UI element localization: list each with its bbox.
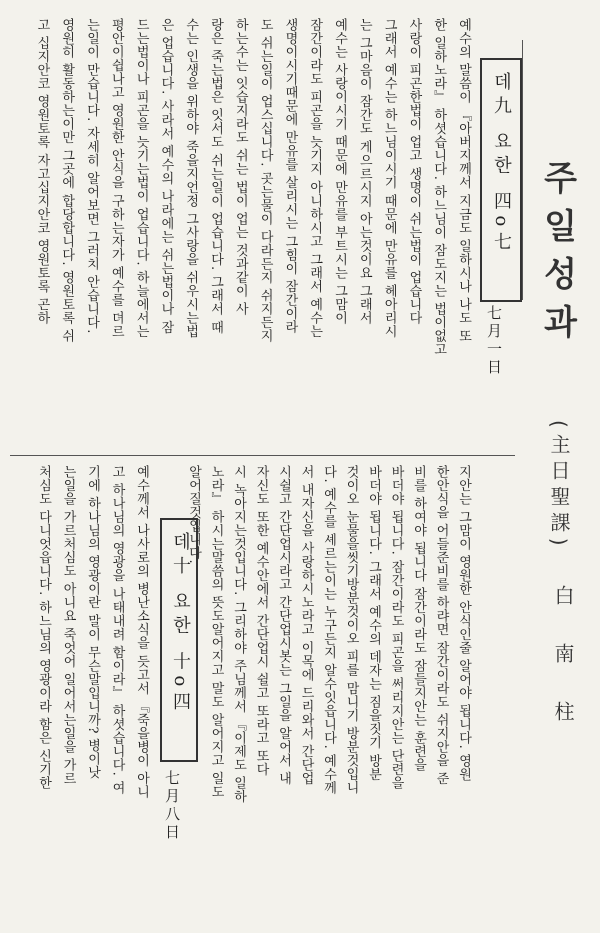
text-column: 영원히 활동하는이만 그곳에 합당합니다. 영원토록 쉬 — [59, 18, 75, 343]
author-name: 白南柱 — [551, 585, 575, 759]
text-column: 한안식을 어들준비를 하랴면 잠간이라도 쉬지안을 준 — [433, 465, 449, 786]
text-column: 평안이쉽나고 영원한 안식을 구하는자가 예수를 뎌르 — [108, 18, 124, 339]
page-title: 주일성과 — [537, 160, 577, 352]
text-column: 드는법이나 피곤을 늣기는법이 업습니다. 하늘에서는 — [133, 18, 149, 339]
text-column: 는일이 만습니다. 자세히 알어보면 그러치 안습니다. — [84, 18, 99, 334]
text-column: 한 일하노라』 하셧습니다. 하느님이 잠도지는 법이없고 — [431, 18, 447, 357]
text-column: 다. 예수를 셰르는이는 누구든지 알수잇읍니다. 예수께 — [321, 465, 336, 795]
text-column: 처심도 다니엇읍니다. 하느님의 영광이라 함은 신기한 — [36, 465, 51, 790]
text-column: 사랑이 피곤한법이 업고 생명이 쉬는법이 업습니다 — [406, 18, 422, 325]
text-column: 비를 하여야 됩니다 잠간이라도 잠들지안는 훈련을 — [411, 465, 426, 772]
text-column: 하는수는 잇습지라도 쉬는 법이 업는 것과같이 사 — [232, 18, 248, 316]
text-column: 예수는 사랑이시기 때문에 만유를 부트시는 그맘이 — [332, 18, 347, 325]
text-column: 것이오 눈물을씻기방분것이오 피를 맘니기 방분것입니 — [343, 465, 359, 795]
text-column: 는일을 가르처심도 아니요 죽엇어 일어서는일을 가르 — [60, 465, 76, 786]
section-2-heading: 데十 요한 十o四 — [170, 532, 191, 717]
text-column: 고 하나님의 영광을 나태내려 함이라』 하셧습니다. 여 — [109, 465, 125, 795]
text-column: 서 내자신을 사랑하시노라고 이목에 드리와서 간단업 — [298, 465, 314, 786]
text-column: 바더야 됩니다. 잠간이라도 피곤을 써리지안는 단련을 — [388, 465, 404, 790]
text-column: 랑은 죽는법은 잇서도 쉬는일이 업습니다. 그래서 때 — [208, 18, 223, 334]
text-column: 지안는 그맘이 영원한 안식인줄 알어야 됩니다. 영원 — [456, 465, 471, 781]
text-column: 은 업습니다. 사라서 예수의 나라에는 쉬는법이나 잠 — [158, 18, 174, 334]
section-1-heading: 데九 요한 四o七 — [491, 72, 512, 257]
text-column: 기에 하나님의 영광이란 말이 무슨말입니까? 병이낫 — [85, 465, 100, 780]
text-column: 예수의 말씀이 『아버지께서 지금도 일하시나 나도 또 — [456, 18, 471, 343]
page-subtitle: (主日聖課) — [547, 420, 571, 552]
text-column: 잠간이라도 피곤을 늣기지 아니하시고 그래서 예수는 — [307, 18, 323, 339]
text-column: 시 녹아지는것입니다. 그리하야 주님께서 『이제도 일하 — [231, 465, 246, 804]
text-column: 시쉴고 간단업시라고 간단업시봇는 그일을 알어서 내 — [276, 465, 291, 786]
text-column: 생명이시기때문에 만유를 살리시는 그힘이 잠간이라 — [282, 18, 298, 334]
text-column: 예수께서 나사로의 병난소식을 듯고서 『죽을병이 아니 — [134, 465, 149, 799]
text-column: 는 그마음이 잠간도 게으르시지 아는것이요 그래서 — [356, 18, 372, 325]
text-column: 알어질것입니다. — [186, 465, 201, 565]
text-column: 수는 인생을 위하야 죽을지언정 그사랑을 쉬우시는법 — [183, 18, 199, 339]
text-column: 자신도 또한 예수안에서 간단업시 쉴고 또라고 또다 — [253, 465, 269, 777]
text-column: 고 십지안코 영원토록 자고십지안코 영원토록 곤하 — [34, 18, 50, 325]
text-column: 노라』 하시는말씀의 뜻도알어지고 말도 알어지고 일도 — [208, 465, 224, 799]
middle-divider — [10, 455, 515, 456]
section-2-date: 七月八日 — [163, 770, 181, 842]
text-column: 그래서 예수는 하느님이시기 때문에 만유를 헤아리시 — [381, 18, 397, 339]
title-divider — [522, 40, 523, 300]
section-1-date: 七月一日 — [485, 305, 503, 377]
text-column: 바더야 됩니다. 그래서 예수의 데자는 짐을짓기 방분 — [366, 465, 381, 781]
section-1-heading-box — [480, 58, 522, 302]
text-column: 도 쉬는일이 업스십니다. 곳는물이 다라든지 쉬지든지 — [257, 18, 273, 343]
